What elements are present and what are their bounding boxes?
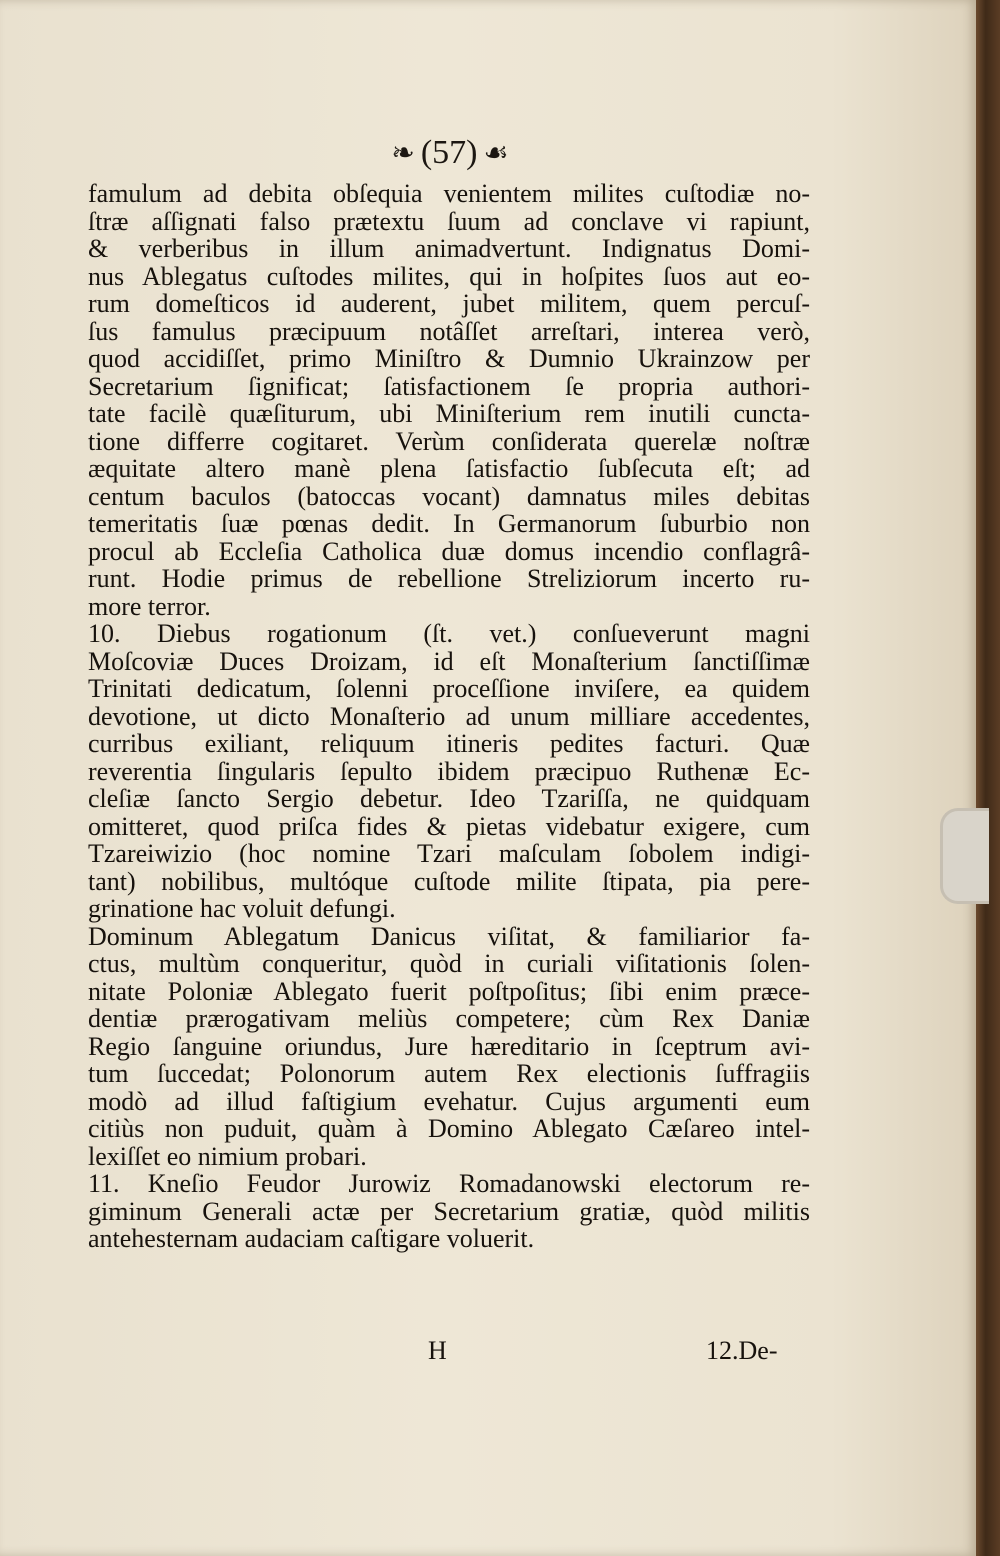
text-line: lexiſſet eo nimium probari. bbox=[88, 1141, 367, 1171]
text-line: ſus famulus præcipuum notâſſet arreſtari, interea verò, bbox=[88, 316, 810, 346]
text-line: æquitate altero manè plena ſatisfactio ſubſecuta eſt; ad bbox=[88, 454, 810, 483]
text-line: 10. Diebus rogationum (ſt. vet.) conſueverunt magni bbox=[88, 619, 810, 648]
text-line: 11. Kneſio Feudor Jurowiz Romadanowski electorum re- bbox=[88, 1169, 810, 1198]
text-line: ctus, multùm conqueritur, quòd in curiali viſitationis ſolen- bbox=[88, 949, 810, 978]
page-clip bbox=[940, 808, 989, 904]
signature-mark: H bbox=[428, 1336, 447, 1365]
catchword: 12.De- bbox=[706, 1336, 778, 1365]
text-line: curribus exiliant, reliquum itineris pedites facturi. Quæ bbox=[88, 729, 810, 758]
text-line: devotione, ut dicto Monaſterio ad unum milliare accedentes, bbox=[88, 701, 810, 731]
page-number: (57) bbox=[420, 134, 478, 171]
text-line: procul ab Eccleſia Catholica duæ domus incendio conflagrâ- bbox=[88, 536, 810, 566]
ornament-left-icon: ❧ bbox=[391, 136, 415, 169]
text-line: quod accidiſſet, primo Miniſtro & Dumnio Ukrainzow per bbox=[88, 344, 810, 373]
text-line: antehesternam audaciam caſtigare voluerit. bbox=[88, 1224, 535, 1253]
text-line: temeritatis ſuæ pœnas dedit. In Germanorum ſuburbio non bbox=[88, 509, 810, 538]
body-text bbox=[88, 180, 810, 1253]
text-line: citiùs non puduit, quàm à Domino Ablegato Cæſareo intel- bbox=[88, 1114, 810, 1143]
book-edge bbox=[976, 0, 1000, 1556]
text-line: Tzareiwizio (hoc nomine Tzari maſculam ſobolem indigi- bbox=[88, 839, 810, 868]
text-line: dentiæ prærogativam meliùs competere; cùm Rex Daniæ bbox=[88, 1004, 810, 1033]
text-line: tant) nobilibus, multóque cuſtode milite ſtipata, pia pere- bbox=[88, 866, 810, 896]
text-line: tate facilè quæſiturum, ubi Miniſterium rem inutili cuncta- bbox=[88, 399, 810, 428]
text-line: nitate Poloniæ Ablegato fuerit poſtpoſitus; ſibi enim præce- bbox=[88, 976, 810, 1006]
text-line: giminum Generali actæ per Secretarium gratiæ, quòd militis bbox=[88, 1196, 810, 1226]
text-line: runt. Hodie primus de rebellione Streliziorum incerto ru- bbox=[88, 564, 810, 593]
text-line: more terror. bbox=[88, 591, 211, 621]
text-line: & verberibus in illum animadvertunt. Indignatus Domi- bbox=[88, 234, 810, 263]
text-line: tum ſuccedat; Polonorum autem Rex electionis ſuffragiis bbox=[88, 1059, 810, 1088]
text-line: Trinitati dedicatum, ſolenni proceſſione inviſere, ea quidem bbox=[88, 674, 810, 703]
text-line: ſtræ aſſignati falso prætextu ſuum ad conclave vi rapiunt, bbox=[88, 206, 810, 236]
text-line: omitteret, quod priſca fides & pietas videbatur exigere, cum bbox=[88, 811, 810, 841]
text-line: grinatione hac voluit defungi. bbox=[88, 894, 396, 923]
text-line: tione differre cogitaret. Verùm conſiderata querelæ noſtræ bbox=[88, 426, 810, 456]
text-line: cleſiæ ſancto Sergio debetur. Ideo Tzariſſa, ne quidquam bbox=[88, 784, 810, 813]
text-line: famulum ad debita obſequia venientem milites cuſtodiæ no- bbox=[88, 179, 810, 208]
text-line: nus Ablegatus cuſtodes milites, qui in hoſpites ſuos aut eo- bbox=[88, 261, 810, 291]
text-line: Regio ſanguine oriundus, Jure hæreditario in ſceptrum avi- bbox=[88, 1031, 810, 1061]
text-line: centum baculos (batoccas vocant) damnatus miles debitas bbox=[88, 481, 810, 511]
text-line: Secretarium ſignificat; ſatisfactionem ſe propria authori- bbox=[88, 371, 810, 401]
text-line: Moſcoviæ Duces Droizam, id eſt Monaſterium ſanctiſſimæ bbox=[88, 646, 810, 676]
ornament-right-icon: ☙ bbox=[483, 136, 509, 169]
text-line: rum domeſticos id auderent, jubet militem, quem percuſ- bbox=[88, 289, 810, 318]
page-header bbox=[340, 128, 560, 178]
text-line: reverentia ſingularis ſepulto ibidem præcipuo Ruthenæ Ec- bbox=[88, 756, 810, 786]
text-line: modò ad illud faſtigium evehatur. Cujus argumenti eum bbox=[88, 1086, 810, 1116]
text-line: Dominum Ablegatum Danicus viſitat, & familiarior fa- bbox=[88, 921, 810, 951]
